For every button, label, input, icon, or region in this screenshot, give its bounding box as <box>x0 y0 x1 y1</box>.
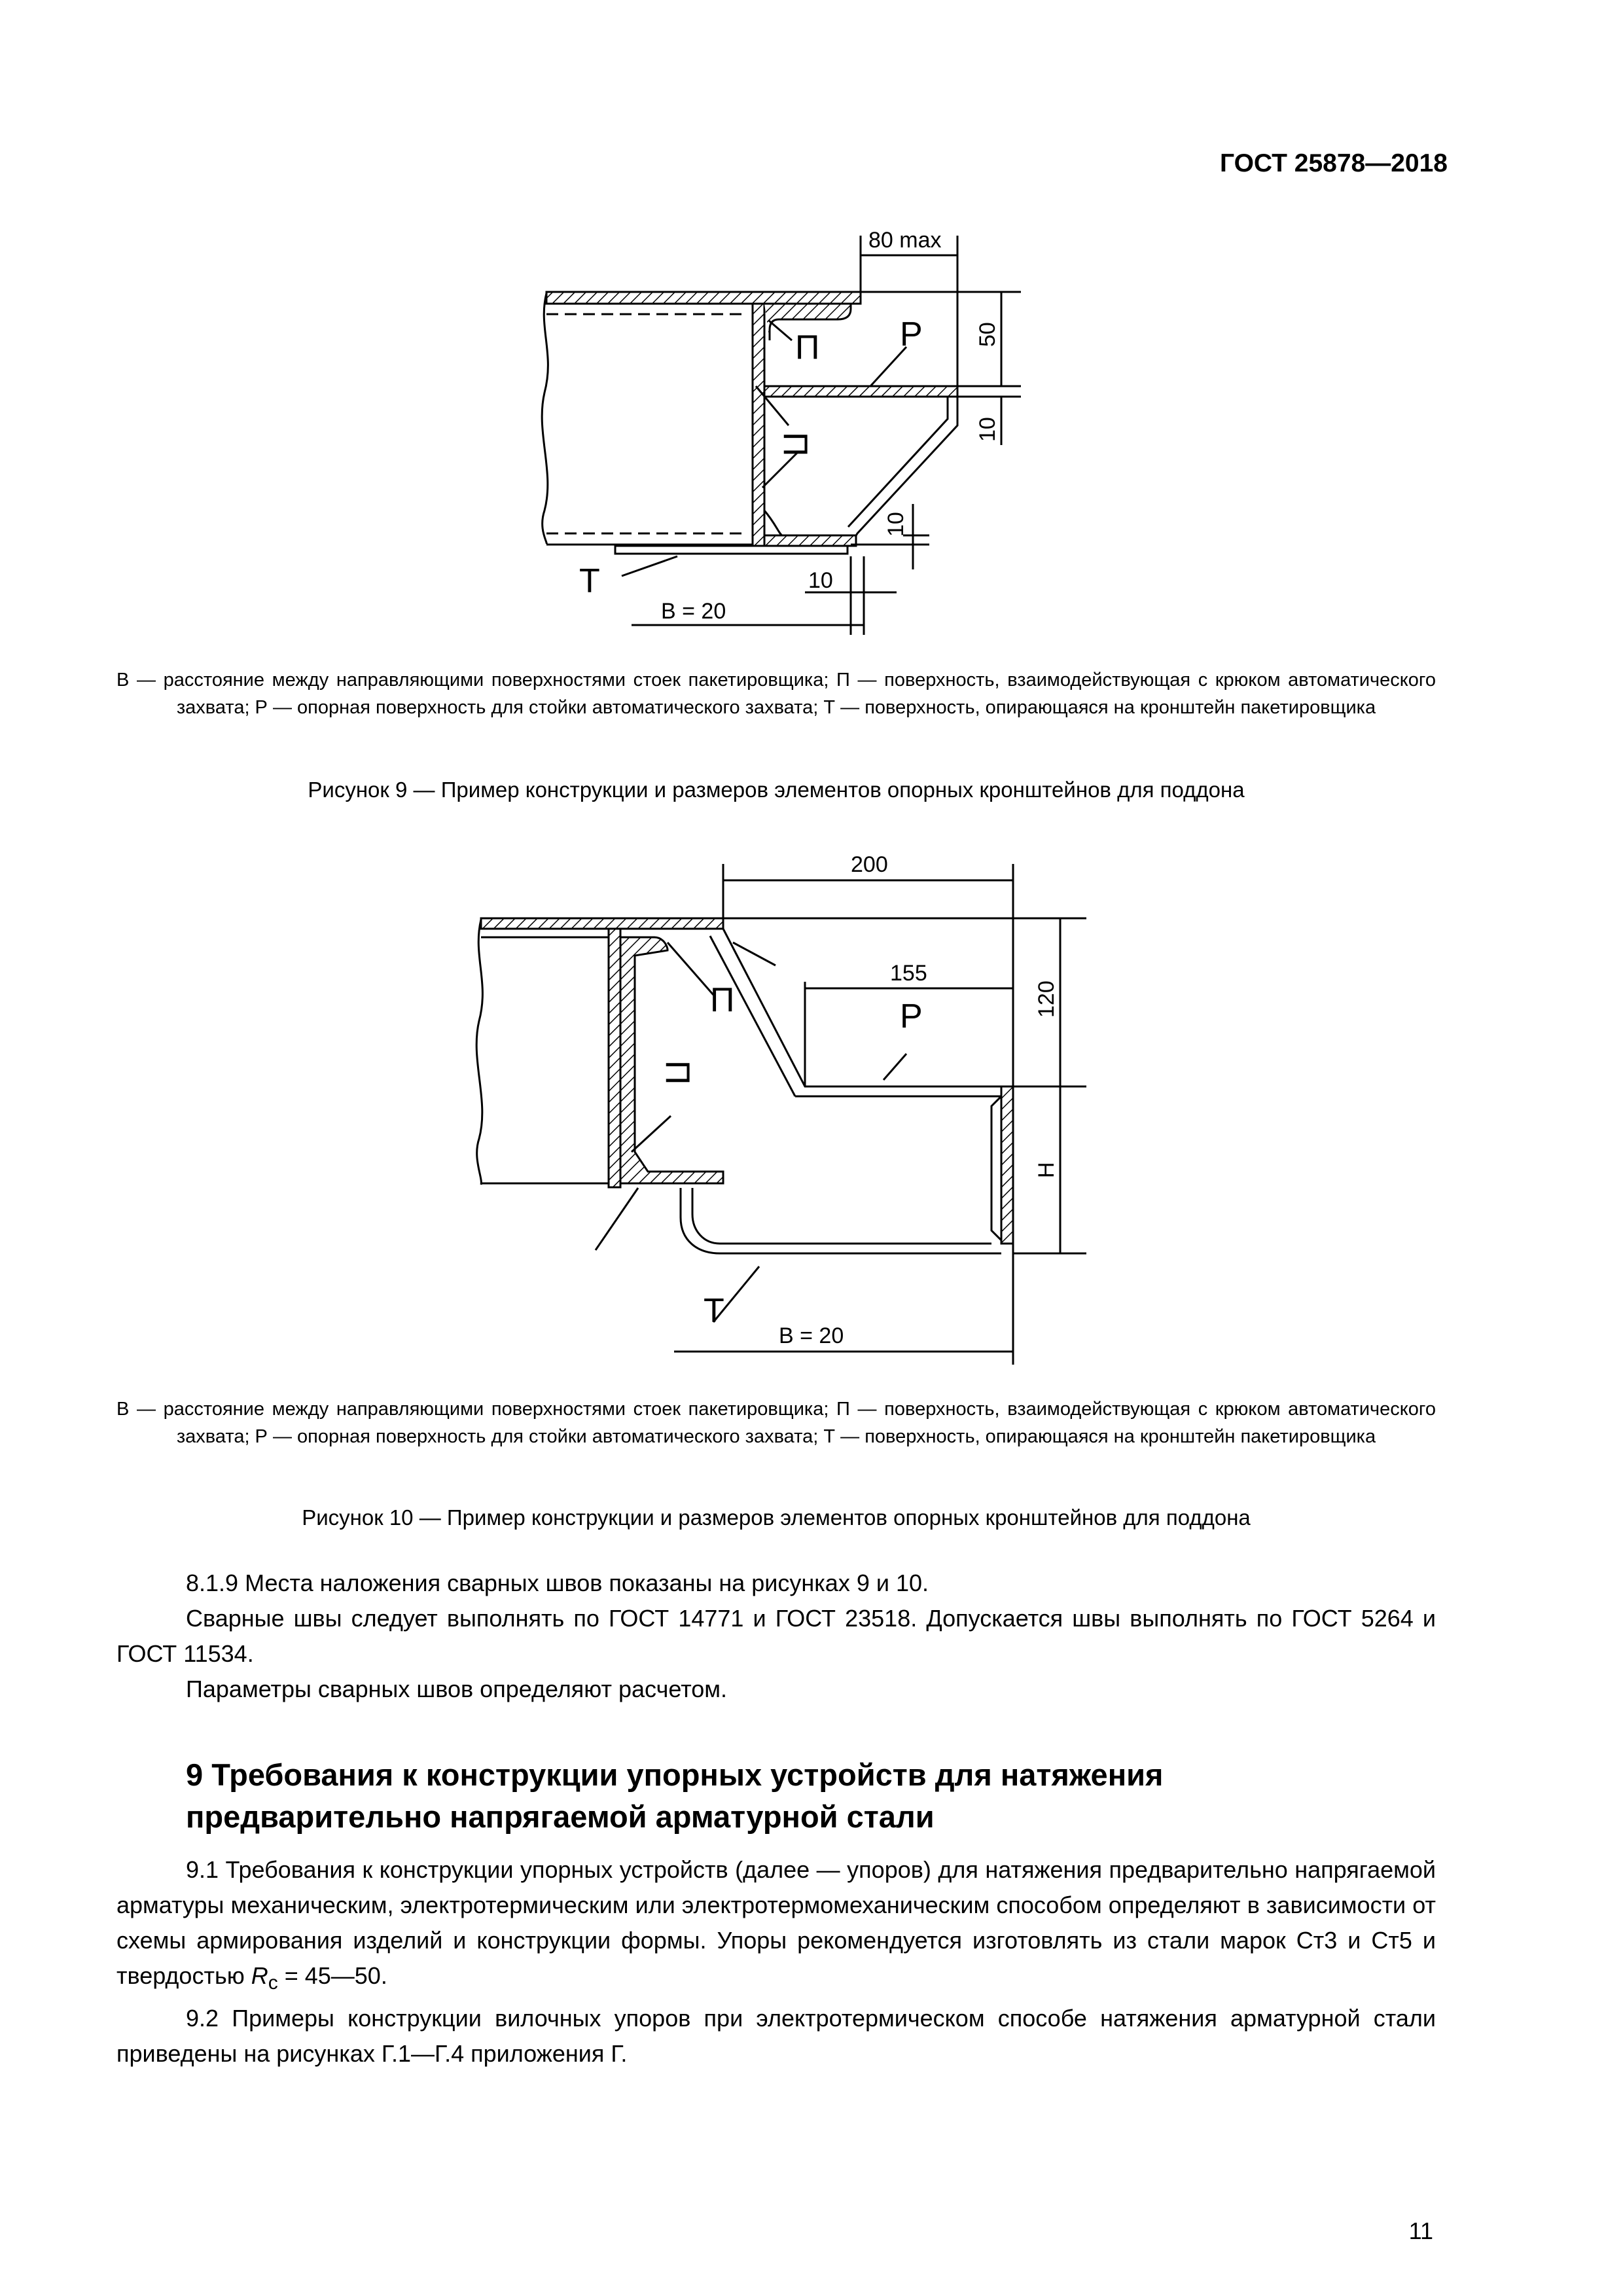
dim-50: 50 <box>975 322 1000 347</box>
page-number: 11 <box>1408 2217 1433 2244</box>
figure-10-caption: Рисунок 10 — Пример конструкции и размеров элементов опорных кронштейнов для поддона <box>302 1505 1251 1530</box>
dim-200: 200 <box>851 852 888 877</box>
label-p-lower: П <box>776 432 814 457</box>
dim-120: 120 <box>1034 980 1059 1018</box>
paragraph-welding-standards: Сварные швы следует выполнять по ГОСТ 14771 и ГОСТ 23518. Допускается швы выполнять по ГОСТ 5264 и ГОСТ 11534. <box>116 1605 1436 1667</box>
section-9-heading: 9 Требования к конструкции упорных устройств для натяжения предварительно напрягаемой арматурной стали <box>186 1757 1164 1834</box>
dim-10-right: 10 <box>975 417 1000 442</box>
figure-10-drawing <box>0 851 1623 1388</box>
dim-80max: 80 max <box>868 228 942 253</box>
label-t: Т <box>704 1292 724 1330</box>
dim-10-vertical: 10 <box>883 512 908 537</box>
label-p-upper: П <box>710 981 735 1019</box>
dim-155: 155 <box>890 961 927 986</box>
figure-9-drawing <box>0 216 1623 661</box>
paragraph-welding-params: Параметры сварных швов определяют расчетом. <box>186 1676 728 1702</box>
dim-b20: B = 20 <box>661 599 726 624</box>
label-p-lower: П <box>658 1060 696 1085</box>
document-header: ГОСТ 25878—2018 <box>1220 149 1448 177</box>
paragraph-9-2: 9.2 Примеры конструкции вилочных упоров при электротермическом способе натяжения арматурной стали приведены на рисунках Г.1—Г.4 приложения Г. <box>116 2005 1436 2068</box>
dim-h: H <box>1034 1162 1059 1178</box>
paragraph-8-1-9: 8.1.9 Места наложения сварных швов показаны на рисунках 9 и 10. <box>186 1570 929 1596</box>
dim-10-bottom: 10 <box>808 568 833 593</box>
label-r: Р <box>900 997 923 1035</box>
figure-10-legend: В — расстояние между направляющими поверхностями стоек пакетировщика; П — поверхность, взаимодействующая с крюком автоматического захвата; Р — опорная поверхность для стойки автоматического захвата; Т — поверхность, опирающаяся на кронштейн пакетировщика <box>116 1399 1436 1447</box>
figure-9-caption: Рисунок 9 — Пример конструкции и размеров элементов опорных кронштейнов для поддона <box>308 778 1245 802</box>
section-8-text <box>116 1566 1436 1707</box>
dim-b20: B = 20 <box>779 1323 844 1348</box>
section-9-text <box>116 1852 1436 2072</box>
figure-9-legend: В — расстояние между направляющими поверхностями стоек пакетировщика; П — поверхность, взаимодействующая с крюком автоматического захвата; Р — опорная поверхность для стойки автоматического захвата; Т — поверхность, опирающаяся на кронштейн пакетировщика <box>116 670 1436 718</box>
label-r: Р <box>900 315 923 353</box>
label-p-upper: П <box>795 329 820 367</box>
label-t: Т <box>579 562 600 600</box>
paragraph-9-1: 9.1 Требования к конструкции упорных устройств (далее — упоров) для натяжения предварительно напрягаемой арматуры механическим, электротермическим или электротермомеханическим способом определяют в зависимости от схемы армирования изделий и конструкции формы. Упоры рекомендуется изготовлять из стали марок Ст3 и Ст5 и твердостью $R_c$ = 45—50. <box>116 1856 1436 1994</box>
